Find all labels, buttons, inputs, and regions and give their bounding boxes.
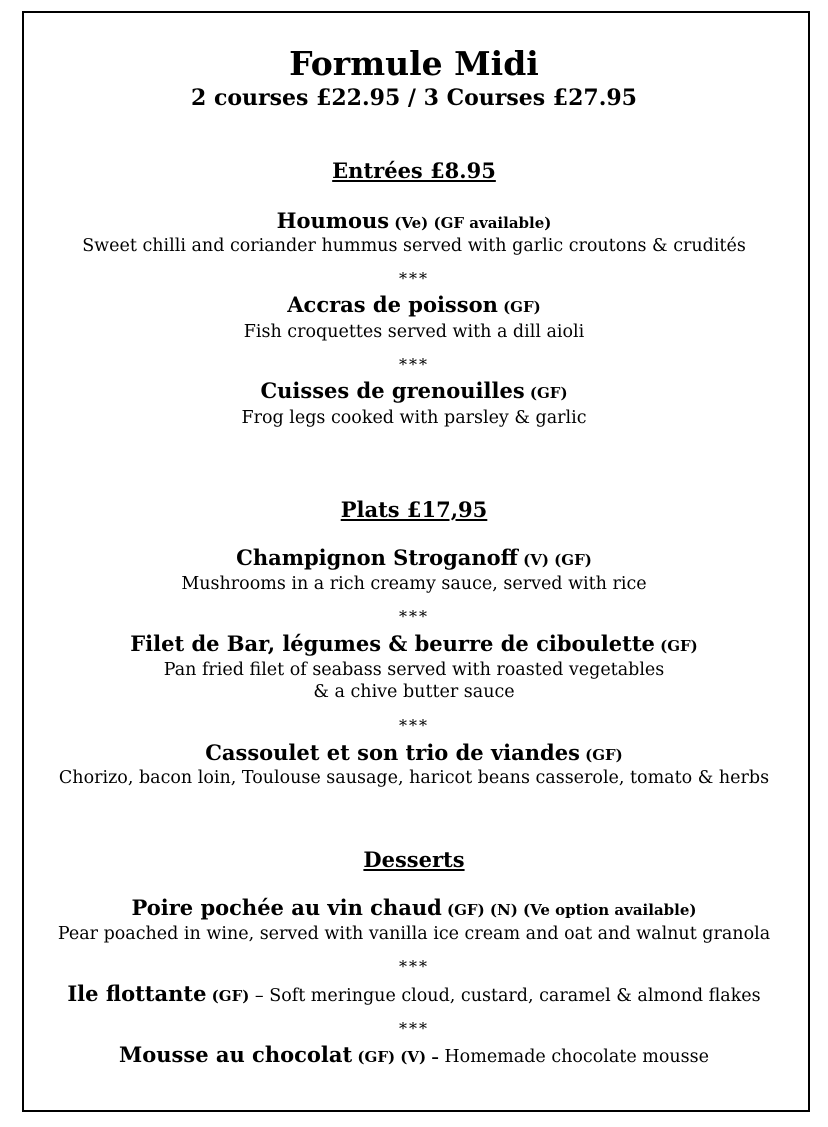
separator: ***: [399, 355, 429, 374]
section-heading-desserts: Desserts: [363, 847, 465, 872]
dish-desc-grenouilles: Frog legs cooked with parsley & garlic: [241, 408, 587, 428]
separator: ***: [399, 269, 429, 288]
separator: ***: [399, 1019, 429, 1038]
dish-desc-filet-de-bar: Pan fried filet of seabass served with roasted vegetables: [163, 660, 665, 680]
dish-desc-filet-de-bar-line2: & a chive butter sauce: [313, 682, 515, 702]
dish-name-accras: Accras de poisson (GF): [287, 292, 541, 317]
dish-name-poire: Poire pochée au vin chaud (GF) (N) (Ve option available): [131, 895, 697, 920]
menu-title: Formule Midi: [289, 44, 539, 83]
dish-name-mousse: Mousse au chocolat (GF) (V) – Homemade chocolate mousse: [119, 1042, 709, 1067]
dish-name-filet-de-bar: Filet de Bar, légumes & beurre de ciboulette (GF): [130, 631, 698, 656]
separator: ***: [399, 716, 429, 735]
dish-name-ile-flottante: Ile flottante (GF) – Soft meringue cloud, custard, caramel & almond flakes: [67, 981, 761, 1006]
dish-name-stroganoff: Champignon Stroganoff (V) (GF): [236, 545, 592, 570]
dish-desc-poire: Pear poached in wine, served with vanilla ice cream and oat and walnut granola: [57, 924, 771, 944]
dish-name-cassoulet: Cassoulet et son trio de viandes (GF): [205, 740, 623, 765]
dish-desc-houmous: Sweet chilli and coriander hummus served with garlic croutons & crudités: [82, 236, 746, 256]
dish-desc-cassoulet: Chorizo, bacon loin, Toulouse sausage, haricot beans casserole, tomato & herbs: [58, 768, 770, 788]
separator: ***: [399, 957, 429, 976]
dish-desc-stroganoff: Mushrooms in a rich creamy sauce, served with rice: [181, 574, 647, 594]
section-heading-plats: Plats £17,95: [340, 497, 488, 522]
dish-name-houmous: Houmous (Ve) (GF available): [276, 208, 552, 233]
separator: ***: [399, 607, 429, 626]
section-heading-entrees: Entrées £8.95: [332, 158, 496, 183]
menu-pricing: 2 courses £22.95 / 3 Courses £27.95: [191, 85, 637, 111]
dish-name-grenouilles: Cuisses de grenouilles (GF): [260, 378, 568, 403]
dish-desc-accras: Fish croquettes served with a dill aioli: [243, 322, 585, 342]
